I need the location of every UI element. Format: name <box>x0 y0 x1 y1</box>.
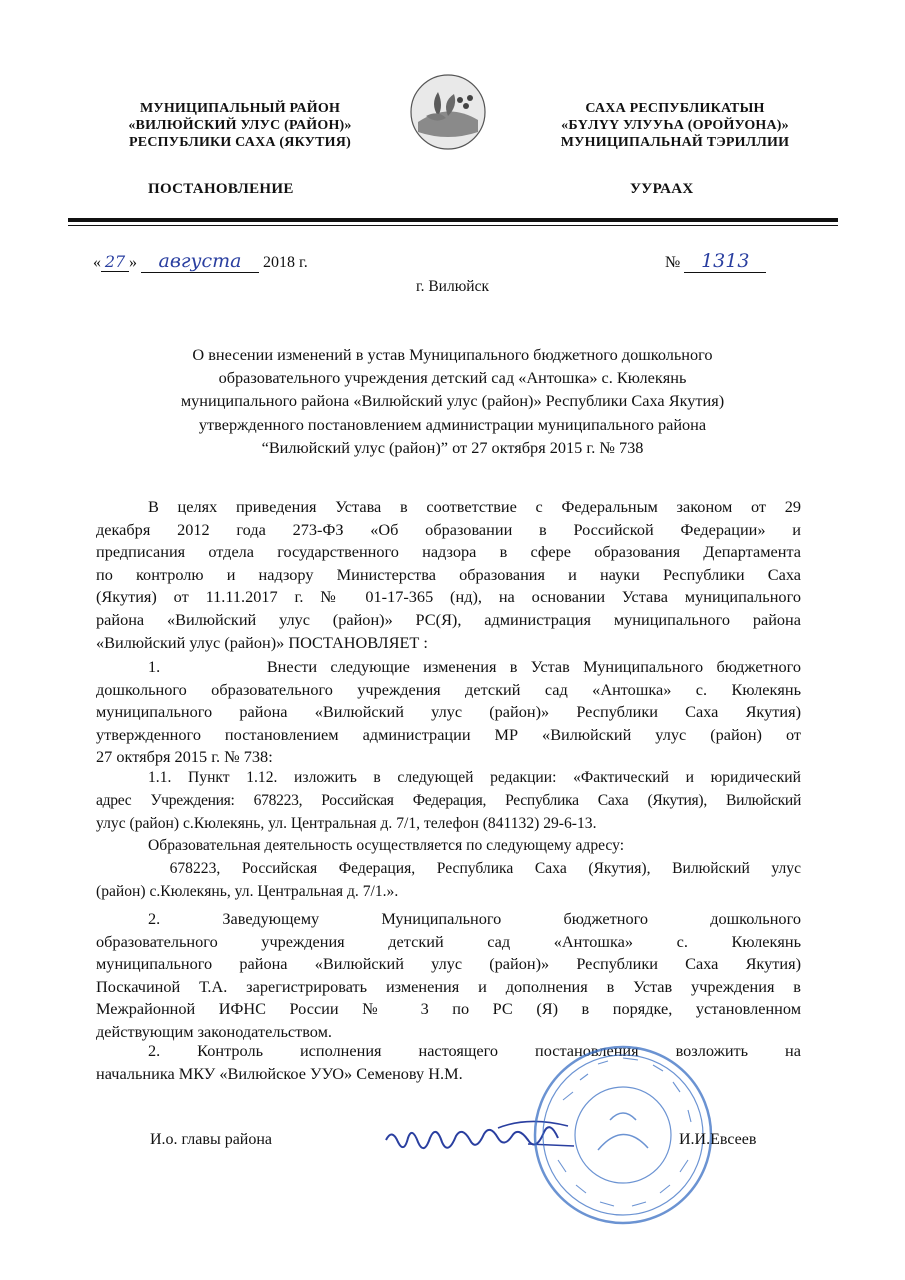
paragraph-line: дошкольного образовательного учреждения детский сад «Антошка» с. Кюлекянь <box>96 679 801 699</box>
paragraph-line: по контролю и надзору Министерства образования и науки Республики Саха <box>96 564 801 584</box>
header-divider-thick <box>68 218 838 222</box>
paragraph-line: 1. Внести следующие изменения в Устав Муниципального бюджетного <box>148 657 801 676</box>
title-line: утвержденного постановлением администрации муниципального района <box>198 414 707 434</box>
paragraph-line: муниципального района «Вилюйский улус (район)» Республики Саха Якутия) <box>96 954 801 974</box>
header-right-line: МУНИЦИПАЛЬНАЙ ТЭРИЛЛИИ <box>560 135 790 150</box>
header-right-block <box>530 100 820 151</box>
header-left-block <box>95 100 385 151</box>
doctype-ru: ПОСТАНОВЛЕНИЕ <box>148 181 294 197</box>
header-left-line: МУНИЦИПАЛЬНЫЙ РАЙОН <box>139 101 341 116</box>
paragraph-line: Межрайонной ИФНС России № 3 по РС (Я) в порядке, установленном <box>96 999 801 1019</box>
number-value: 1313 <box>684 250 766 273</box>
document-title <box>100 343 805 459</box>
header-left-line: «ВИЛЮЙСКИЙ УЛУС (РАЙОН)» <box>128 118 352 133</box>
paragraph-line: 678223, Российская Федерация, Республика Саха (Якутия), Вилюйский улус <box>148 859 801 877</box>
paragraph-line: 2. Заведующему Муниципального бюджетного дошкольного <box>148 909 801 928</box>
paragraph-line: В целях приведения Устава в соответствие с Федеральным законом от 29 <box>148 497 801 516</box>
title-line: образовательного учреждения детский сад «Антошка» с. Кюлекянь <box>218 368 687 388</box>
paragraph-line: Образовательная деятельность осуществляется по следующему адресу: <box>148 837 625 854</box>
paragraph-line: улус (район) с.Кюлекянь, ул. Центральная д. 7/1, телефон (841132) 29-6-13. <box>96 814 597 832</box>
paragraph-line: предписания отдела государственного надзора в сфере образования Департамента <box>96 542 801 562</box>
header-right-line: САХА РЕСПУБЛИКАТЫН <box>585 101 765 116</box>
date-day: 27 <box>101 252 129 272</box>
item-2-paragraph <box>96 908 801 1044</box>
item-1-paragraph <box>96 656 801 769</box>
document-date <box>93 250 308 273</box>
paragraph-line: (район) с.Кюлекянь, ул. Центральная д. 7/1.». <box>96 882 399 900</box>
education-address-paragraph <box>96 835 801 903</box>
item-1-1-paragraph <box>96 767 801 835</box>
doctype-sakha: УУРААХ <box>630 181 694 197</box>
date-month: августа <box>141 250 259 273</box>
paragraph-line: действующим законодательством. <box>96 1021 332 1041</box>
paragraph-line: адрес Учреждения: 678223, Российская Федерация, Республика Саха (Якутия), Вилюйский <box>96 791 801 809</box>
signatory-name: И.И.Евсеев <box>679 1131 757 1148</box>
document-number <box>665 250 766 273</box>
paragraph-line: утвержденного постановлением администрации МР «Вилюйский улус (район) от <box>96 724 801 744</box>
paragraph-line: «Вилюйский улус (район)» ПОСТАНОВЛЯЕТ : <box>96 632 428 652</box>
document-city: г. Вилюйск <box>415 278 489 295</box>
paragraph-line: (Якутия) от 11.11.2017 г. № 01-17-365 (нд), на основании Устава муниципального <box>96 587 801 607</box>
title-line: О внесении изменений в устав Муниципального бюджетного дошкольного <box>192 345 713 364</box>
preamble-paragraph <box>96 496 801 654</box>
paragraph-line: начальника МКУ «Вилюйское УУО» Семенову Н.М. <box>96 1063 463 1083</box>
title-line: “Вилюйский улус (район)” от 27 октября 2015 г. № 738 <box>261 437 644 457</box>
date-year: 2018 г. <box>263 254 308 271</box>
title-line: муниципального района «Вилюйский улус (район)» Республики Саха Якутия) <box>180 391 725 411</box>
paragraph-line: Поскачиной Т.А. зарегистрировать изменения и дополнения в Устав учреждения в <box>96 976 801 996</box>
number-label: № <box>665 254 681 271</box>
paragraph-line: 2. Контроль исполнения настоящего постановления возложить на <box>148 1041 801 1060</box>
paragraph-line: 27 октября 2015 г. № 738: <box>96 747 273 767</box>
vilyuisk-emblem-icon <box>408 72 488 152</box>
date-quote-open: « <box>93 254 101 271</box>
paragraph-line: 1.1. Пункт 1.12. изложить в следующей редакции: «Фактический и юридический <box>148 769 801 786</box>
paragraph-line: района «Вилюйский улус (район)» РС(Я), администрация муниципального района <box>96 609 801 629</box>
paragraph-line: образовательного учреждения детский сад «Антошка» с. Кюлекянь <box>96 931 801 951</box>
header-left-line: РЕСПУБЛИКИ САХА (ЯКУТИЯ) <box>129 135 351 150</box>
signatory-position: И.о. главы района <box>150 1131 273 1148</box>
paragraph-line: декабря 2012 года 273-ФЗ «Об образовании в Российской Федерации» и <box>96 519 801 539</box>
header-divider-thin <box>68 225 838 226</box>
paragraph-line: муниципального района «Вилюйский улус (район)» Республики Саха Якутия) <box>96 702 801 722</box>
header-right-line: «БҮЛҮҮ УЛУУҺА (ОРОЙУОНА)» <box>561 118 789 133</box>
date-quote-close: » <box>129 254 137 271</box>
